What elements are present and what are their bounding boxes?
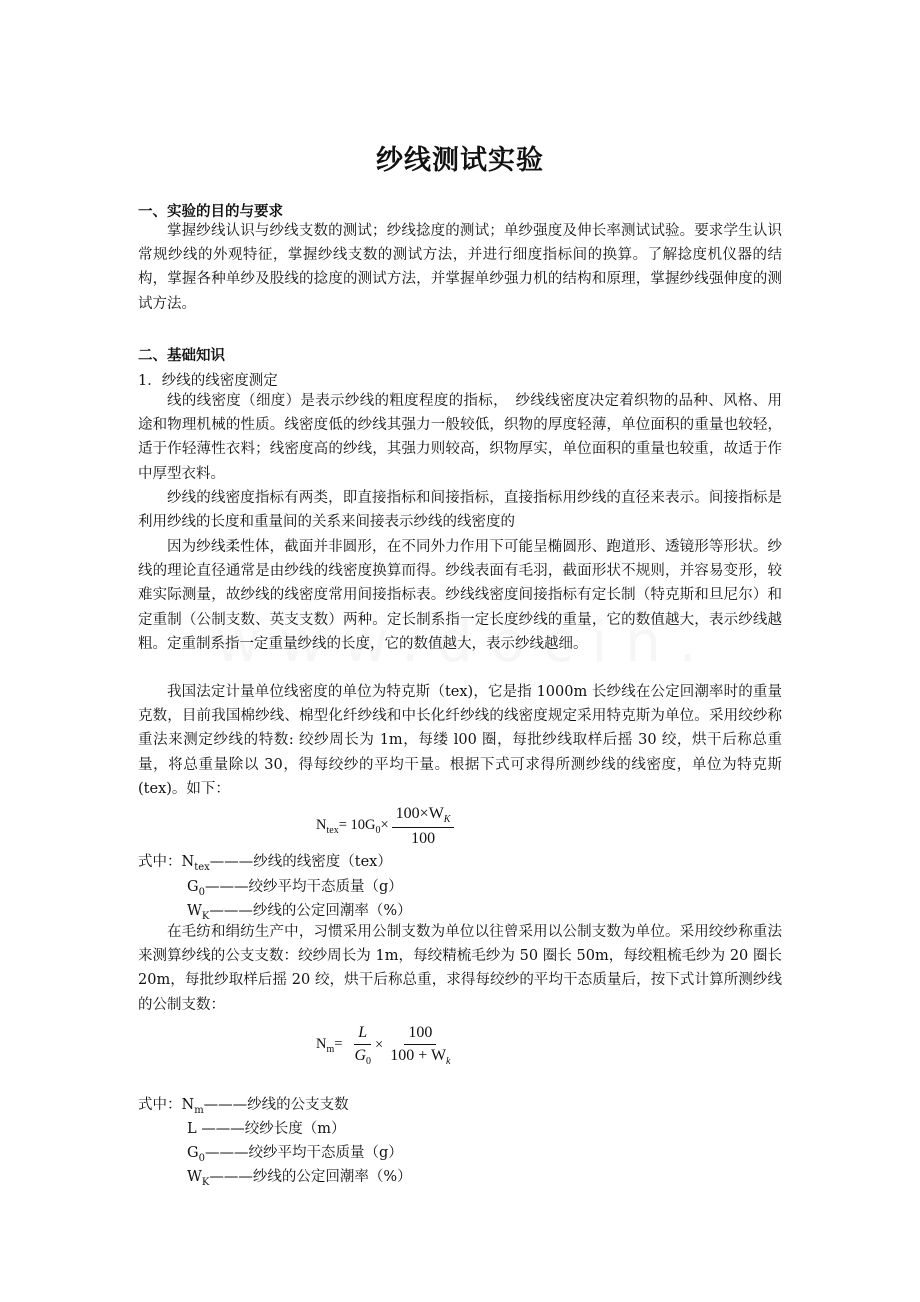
section-heading-basics: 二、基础知识 — [138, 348, 225, 364]
legend-metric-l: L ———绞纱长度（m） — [187, 1121, 346, 1137]
formula-tex-fraction: $\frac{100\times W_K}{100}$ — [392, 805, 455, 848]
formula-metric-count — [316, 1024, 455, 1067]
paragraph-metric-count-method: 在毛纺和绢纺生产中，习惯采用公制支数为单位以往曾采用以公制支数为单位。采用绞纱称重法来测算纱线的公支支数：绞纱周长为 1m，每绞精梳毛纱为 50 圈长 50m，每绞粗梳毛纱为 20 圈长 20m，每批纱取样后摇 20 绞，烘干后称总重，求得每绞纱的平均干态质量后，按下式计算所测纱线的公制支数： — [138, 924, 782, 1013]
legend-metric-nm: 式中：$N_m———$纱线的公支支数 — [138, 1097, 349, 1116]
formula-metric-fraction-2: $\frac{100}{100 + W_k}$ — [390, 1024, 451, 1068]
paragraph-fixed-length-weight: 因为纱线柔性体，截面并非圆形，在不同外力作用下可能呈椭圆形、跑道形、透镜形等形状。纱线的理论直径通常是由纱线的线密度换算而得。纱线表面有毛羽，截面形状不规则，并容易变形，较难实际测量，故纱线的线密度常用间接指标表。纱线线密度间接指标有定长制（特克斯和旦尼尔）和定重制（公制支数、英支支数）两种。定长制系指一定长度纱线的重量，它的数值越大，表示纱线越粗。定重制系指一定重量纱线的长度，它的数值越大，表示纱线越细。 — [138, 539, 782, 652]
formula-metric-fraction-1: $\frac{L}{G_0}$ — [354, 1024, 372, 1068]
subsection-heading-linear-density: 1．纱线的线密度测定 — [138, 373, 278, 389]
formula-tex-lhs: $N_{tex}= 10G_0\times$ — [316, 817, 389, 837]
formula-metric-times: × — [375, 1037, 384, 1054]
document-title: 纱线测试实验 — [376, 145, 544, 176]
legend-tex-g0: $G_0———$绞纱平均干态质量（g） — [187, 879, 403, 898]
paragraph-tex-method: 我国法定计量单位线密度的单位为特克斯（tex)，它是指 1000m 长纱线在公定回潮率时的重量克数，目前我国棉纱线、棉型化纤纱线和中长化纤纱线的线密度规定采用特克斯为单位。采用绞纱称重法来测定纱线的特数: 绞纱周长为 1m，每缕 l00 圈，每批纱线取样后摇 30 绞，烘干后称总重量，将总重量除以 30，得每绞纱的平均干量。根据下式可求得所测纱线的线密度，单位为特克斯(tex)。如下： — [138, 684, 782, 797]
formula-tex — [316, 805, 454, 848]
paragraph-purpose: 掌握纱线认识与纱线支数的测试；纱线捻度的测试；单纱强度及伸长率测试试验。要求学生认识常规纱线的外观特征，掌握纱线支数的测试方法，并进行细度指标间的换算。了解捻度机仪器的结构，掌握各种单纱及股线的捻度的测试方法，并掌握单纱强力机的结构和原理，掌握纱线强伸度的测试方法。 — [138, 223, 782, 312]
section-heading-purpose: 一、实验的目的与要求 — [138, 204, 283, 220]
legend-metric-g0: $G_0———$绞纱平均干态质量（g） — [187, 1145, 403, 1164]
legend-metric-wk: $W_K———$纱线的公定回潮率（%） — [187, 1169, 412, 1188]
formula-metric-lhs: $N_m=$ — [316, 1036, 343, 1056]
legend-tex-ntex: 式中：$N_{tex}———$纱线的线密度（tex） — [138, 854, 392, 873]
paragraph-indicator-types: 纱线的线密度指标有两类，即直接指标和间接指标，直接指标用纱线的直径来表示。间接指标是利用纱线的长度和重量间的关系来间接表示纱线的线密度的 — [138, 490, 782, 531]
legend-tex-wk: $W_K———$纱线的公定回潮率（%） — [187, 903, 412, 922]
paragraph-linear-density-intro: 线的线密度（细度）是表示纱线的粗度程度的指标， 纱线线密度决定着织物的品种、风格、用途和物理机械的性质。线密度低的纱线其强力一般较低，织物的厚度轻薄，单位面积的重量也较轻，适于作轻薄性衣料；线密度高的纱线，其强力则较高，织物厚实，单位面积的重量也较重，故适于作中厚型衣料。 — [138, 393, 782, 482]
